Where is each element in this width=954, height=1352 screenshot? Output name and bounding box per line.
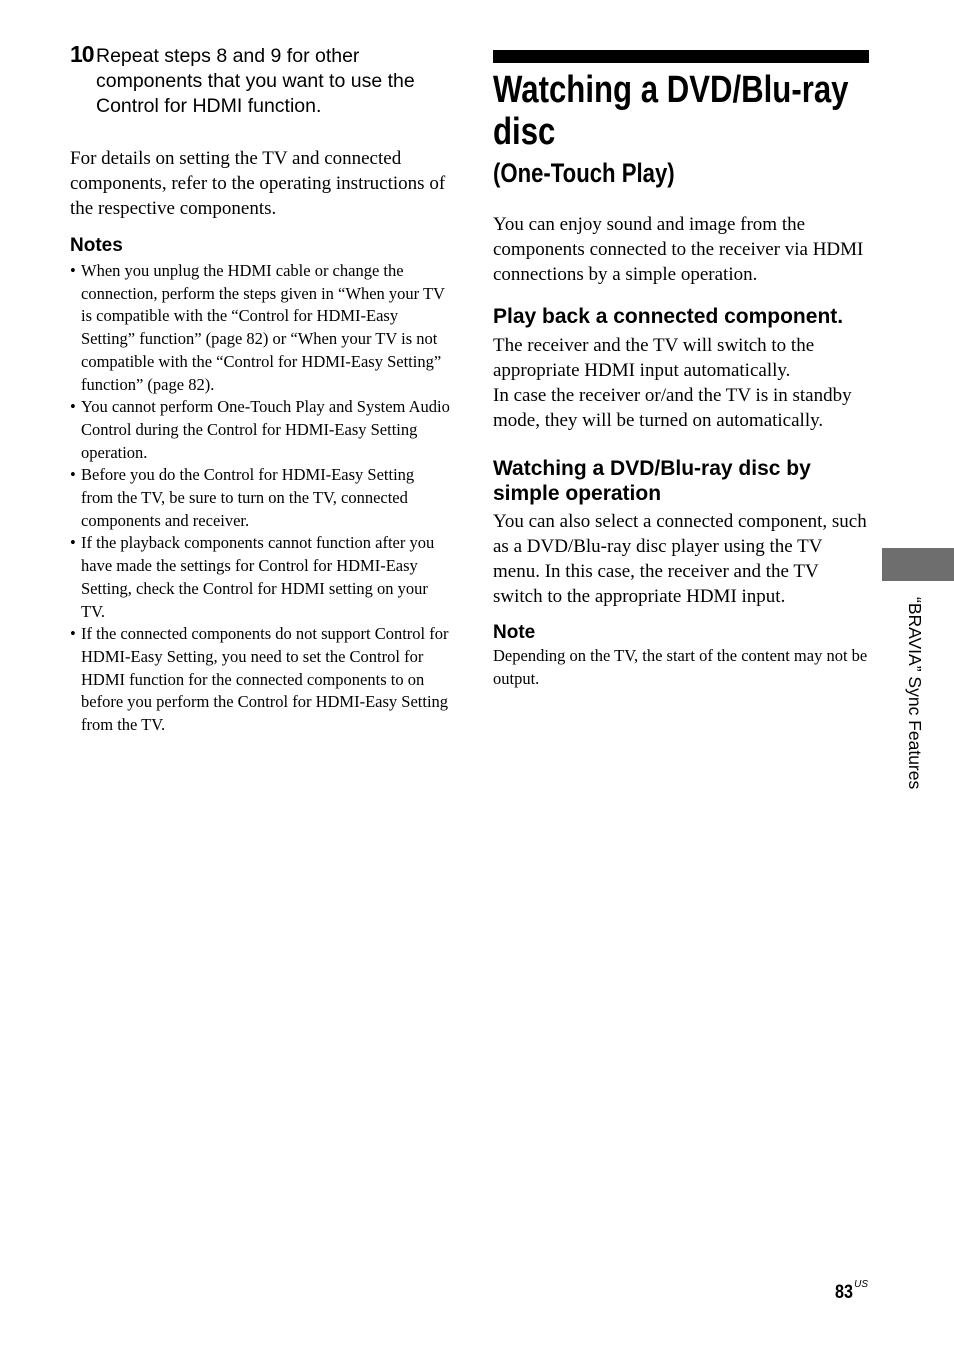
- note-text: Depending on the TV, the start of the content may not be output.: [493, 646, 868, 688]
- step-number: 10: [70, 41, 94, 67]
- note-heading: Note: [493, 622, 536, 643]
- section-heading-simple-operation: Watching a DVD/Blu-ray disc by simple operation: [493, 457, 811, 505]
- notes-heading: Notes: [70, 235, 123, 256]
- note-item: • If the connected components do not support Control for HDMI-Easy Setting, you need to set the Control for HDMI function for the connected components to on before you perform the Control for HDMI-Easy Setting from the TV.: [70, 624, 449, 735]
- intro-paragraph: You can enjoy sound and image from the components connected to the receiver via HDMI connections by a simple operation.: [493, 214, 864, 285]
- step-10: [70, 41, 450, 119]
- details-paragraph: For details on setting the TV and connected components, refer to the operating instructions of the respective components.: [70, 148, 446, 219]
- right-column: [493, 50, 869, 690]
- page-number: $83^{US}$: [835, 1278, 869, 1303]
- note-item: • You cannot perform One-Touch Play and System Audio Control during the Control for HDMI-Easy Setting operation.: [70, 397, 450, 462]
- playback-paragraph-1: The receiver and the TV will switch to the appropriate HDMI input automatically.: [493, 335, 815, 381]
- side-tab-marker: [882, 548, 954, 581]
- note-item: • When you unplug the HDMI cable or change the connection, perform the steps given in “When your TV is compatible with the “Control for HDMI-Easy Setting” function” (page 82) or “When your TV is not compatible with the “Control for HDMI-Easy Setting” function” (page 82).: [70, 261, 445, 394]
- simple-operation-paragraph: You can also select a connected component, such as a DVD/Blu-ray disc player using the TV menu. In this case, the receiver and the TV switch to the appropriate HDMI input.: [493, 511, 867, 607]
- page-number-suffix: US: [854, 1278, 869, 1290]
- note-item: • Before you do the Control for HDMI-Easy Setting from the TV, be sure to turn on the TV, connected components and receiver.: [70, 465, 415, 530]
- page-title: Watching a DVD/Blu-ray disc: [493, 69, 849, 153]
- step-text: Repeat steps 8 and 9 for other components that you want to use the Control for HDMI function.: [96, 45, 415, 117]
- bullet-icon: •: [70, 465, 76, 485]
- title-rule: [493, 50, 869, 63]
- section-heading-playback: Play back a connected component.: [493, 305, 844, 328]
- notes-list: [70, 260, 450, 737]
- note-item: • If the playback components cannot function after you have made the settings for Control for HDMI-Easy Setting, check the Control for HDMI setting on your TV.: [70, 533, 435, 621]
- bullet-icon: •: [70, 397, 76, 417]
- side-tab-label: “BRAVIA” Sync Features: [905, 597, 925, 790]
- left-column: [70, 41, 450, 737]
- playback-paragraph-2: In case the receiver or/and the TV is in standby mode, they will be turned on automatically.: [493, 385, 852, 431]
- bullet-icon: •: [70, 533, 76, 553]
- page-subtitle: (One-Touch Play): [493, 158, 675, 188]
- bullet-icon: •: [70, 261, 76, 280]
- bullet-icon: •: [70, 624, 76, 644]
